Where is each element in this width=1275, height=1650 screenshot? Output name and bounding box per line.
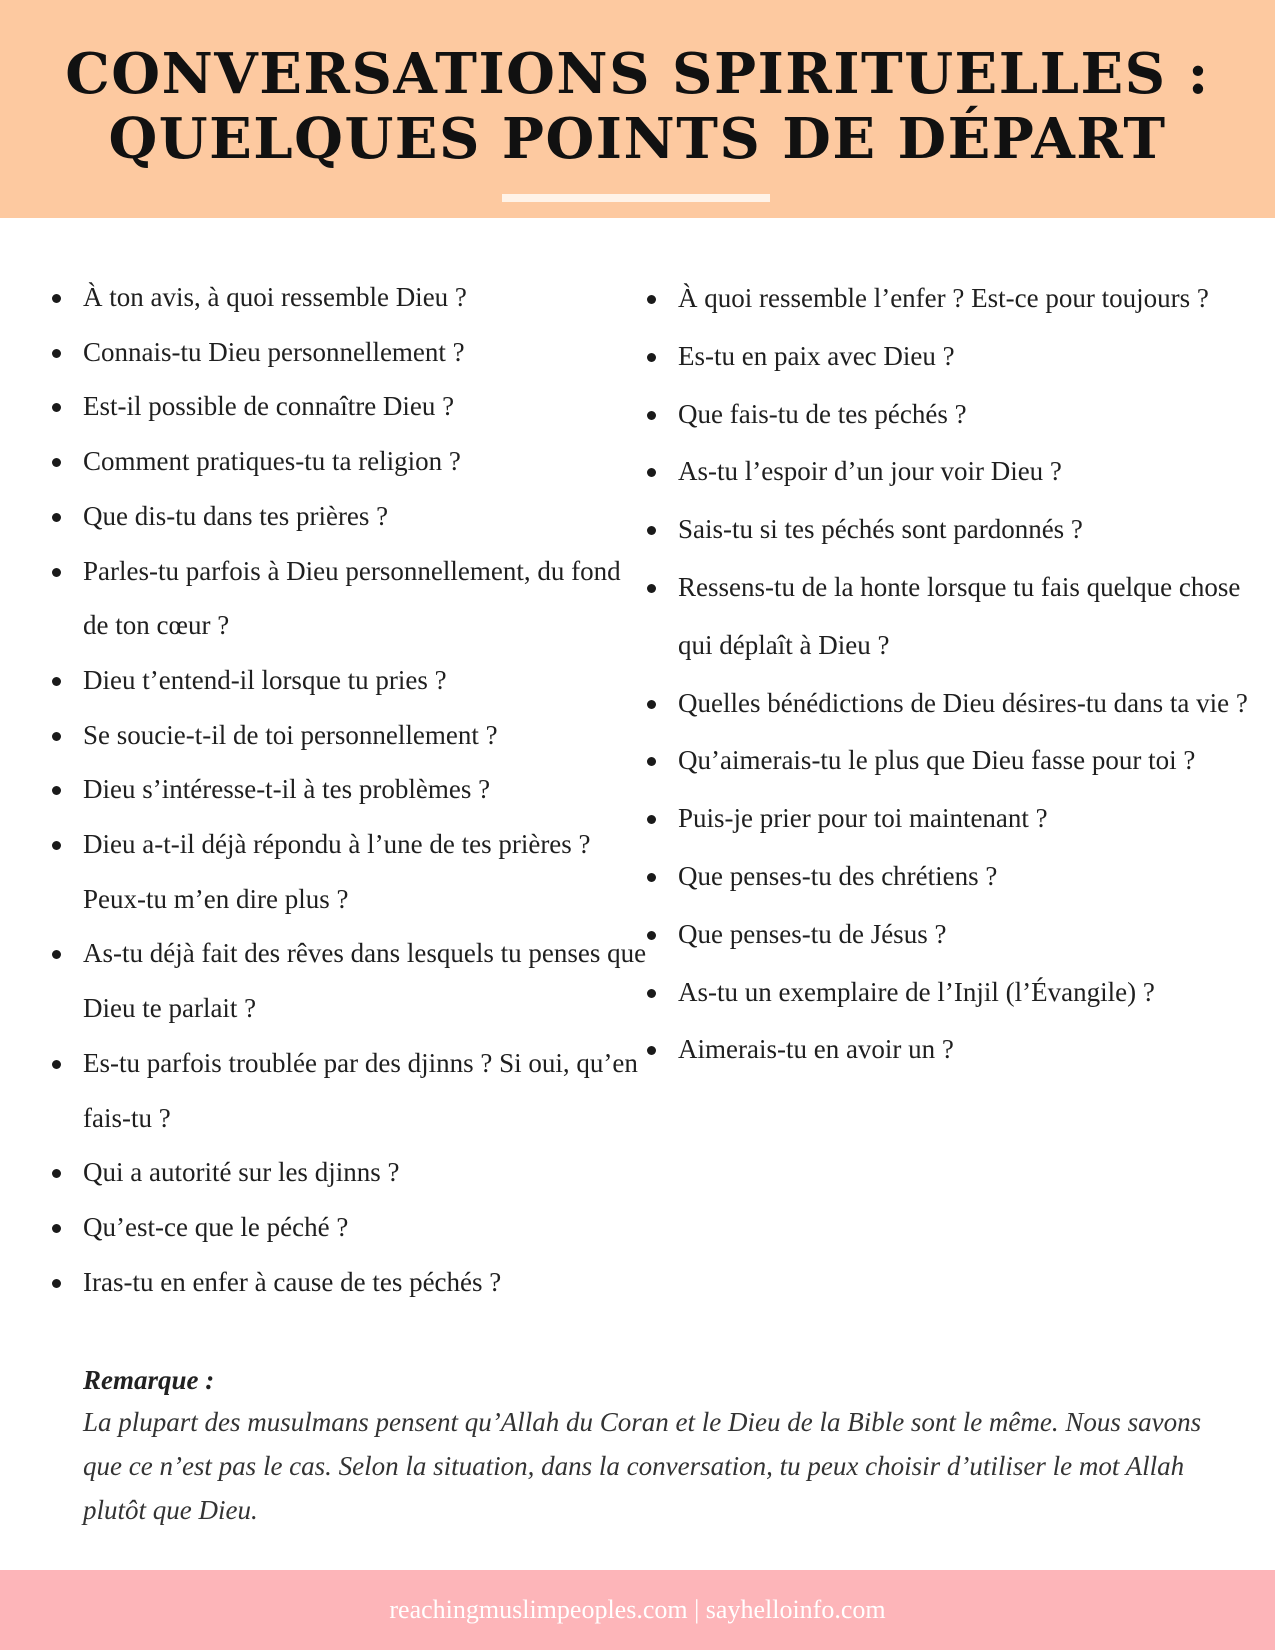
questions-left-list — [50, 270, 650, 1309]
list-item: Iras-tu en enfer à cause de tes péchés ? — [50, 1255, 650, 1310]
list-item: As-tu l’espoir d’un jour voir Dieu ? — [645, 443, 1255, 501]
list-item: As-tu déjà fait des rêves dans lesquels tu penses que Dieu te parlait ? — [50, 926, 650, 1035]
title-line-2: QUELQUES POINTS DE DÉPART — [108, 106, 1167, 172]
list-item: Que dis-tu dans tes prières ? — [50, 489, 650, 544]
list-item: Es-tu en paix avec Dieu ? — [645, 328, 1255, 386]
page-title — [0, 42, 1275, 172]
list-item: Que fais-tu de tes péchés ? — [645, 386, 1255, 444]
title-line-1: CONVERSATIONS SPIRITUELLES : — [65, 41, 1210, 107]
list-item: Quelles bénédictions de Dieu désires-tu dans ta vie ? — [645, 675, 1255, 733]
list-item: Se soucie-t-il de toi personnellement ? — [50, 708, 650, 763]
list-item: Que penses-tu des chrétiens ? — [645, 848, 1255, 906]
footer-links: reachingmuslimpeoples.com | sayhelloinfo.com — [389, 1595, 886, 1624]
list-item: Puis-je prier pour toi maintenant ? — [645, 790, 1255, 848]
list-item: Parles-tu parfois à Dieu personnellement, du fond de ton cœur ? — [50, 544, 650, 653]
list-item: Qu’aimerais-tu le plus que Dieu fasse pour toi ? — [645, 732, 1255, 790]
list-item: Connais-tu Dieu personnellement ? — [50, 325, 650, 380]
list-item: Ressens-tu de la honte lorsque tu fais quelque chose qui déplaît à Dieu ? — [645, 559, 1255, 675]
list-item: Que penses-tu de Jésus ? — [645, 906, 1255, 964]
list-item: Aimerais-tu en avoir un ? — [645, 1021, 1255, 1079]
list-item: Dieu s’intéresse-t-il à tes problèmes ? — [50, 762, 650, 817]
remark-section — [83, 1360, 1243, 1532]
list-item: À quoi ressemble l’enfer ? Est-ce pour toujours ? — [645, 270, 1255, 328]
list-item: Dieu t’entend-il lorsque tu pries ? — [50, 653, 650, 708]
header-banner — [0, 0, 1275, 218]
list-item: Es-tu parfois troublée par des djinns ? Si oui, qu’en fais-tu ? — [50, 1036, 650, 1145]
list-item: Est-il possible de connaître Dieu ? — [50, 379, 650, 434]
list-item: À ton avis, à quoi ressemble Dieu ? — [50, 270, 650, 325]
list-item: Comment pratiques-tu ta religion ? — [50, 434, 650, 489]
footer-banner — [0, 1570, 1275, 1650]
title-underline — [502, 194, 770, 202]
list-item: Sais-tu si tes péchés sont pardonnés ? — [645, 501, 1255, 559]
list-item: Qu’est-ce que le péché ? — [50, 1200, 650, 1255]
list-item: Qui a autorité sur les djinns ? — [50, 1145, 650, 1200]
remark-body: La plupart des musulmans pensent qu’Allah du Coran et le Dieu de la Bible sont le même. Nous savons que ce n’est pas le cas. Selon la situation, dans la conversation, tu peux choisir d’utiliser le mot Allah plutôt que Dieu. — [83, 1407, 1202, 1525]
list-item: As-tu un exemplaire de l’Injil (l’Évangile) ? — [645, 964, 1255, 1022]
remark-title: Remarque : — [83, 1365, 215, 1395]
list-item: Dieu a-t-il déjà répondu à l’une de tes prières ? Peux-tu m’en dire plus ? — [50, 817, 650, 926]
questions-right-list — [645, 270, 1255, 1079]
